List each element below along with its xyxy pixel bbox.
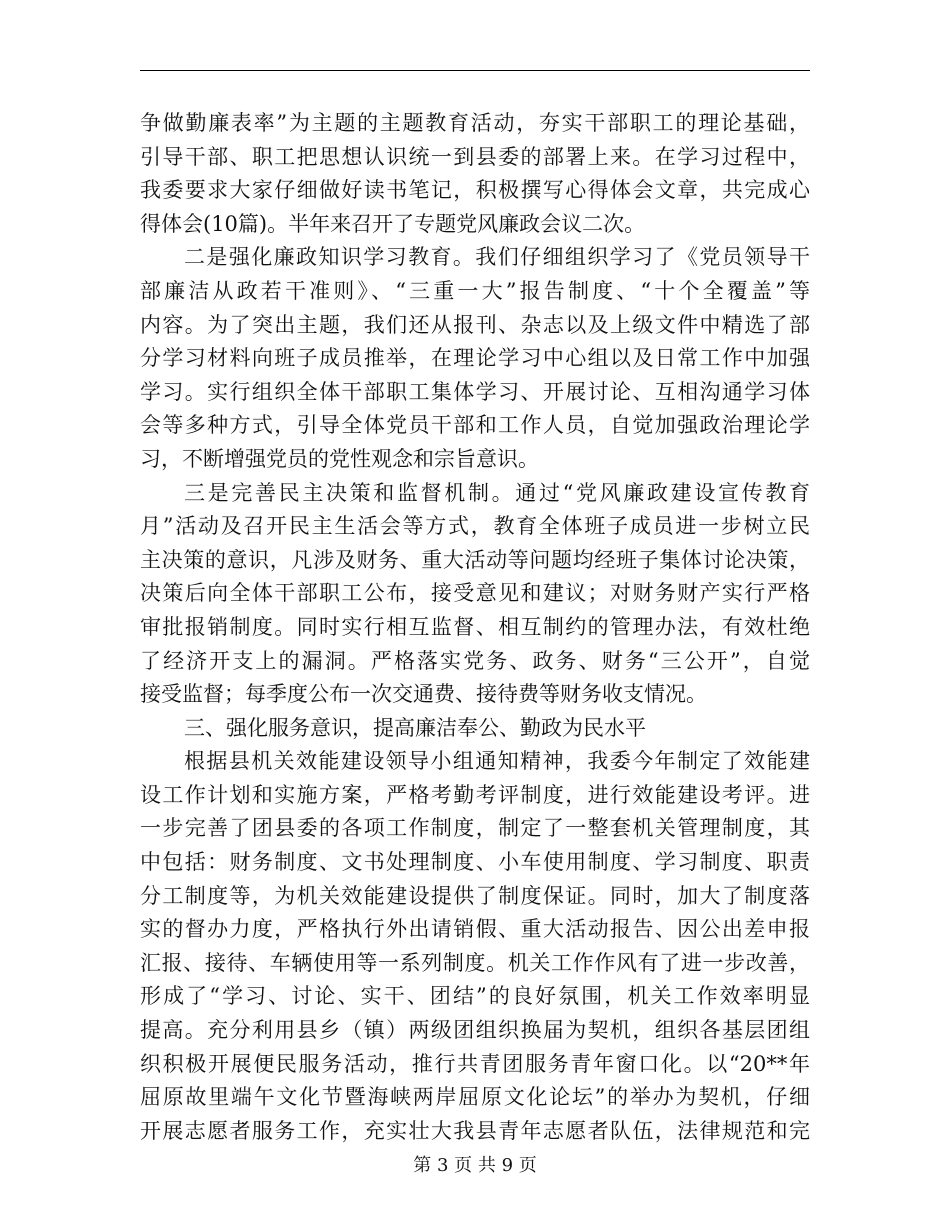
text-line: 设工作计划和实施方案，严格考勤考评制度，进行效能建设考评。进 <box>140 782 810 807</box>
text-line: 月”活动及召开民主生活会等方式，教育全体班子成员进一步树立民 <box>140 514 810 539</box>
page-number-footer: 第 3 页 共 9 页 <box>413 1155 537 1176</box>
text-line: 习，不断增强党员的党性观念和宗旨意识。 <box>140 446 539 471</box>
document-body <box>140 107 810 1148</box>
text-line: 决策后向全体干部职工公布，接受意见和建议；对财务财产实行严格 <box>140 581 810 606</box>
text-line: 一步完善了团县委的各项工作制度，制定了一整套机关管理制度，其 <box>140 816 810 841</box>
text-line: 中包括：财务制度、文书处理制度、小车使用制度、学习制度、职责 <box>140 850 810 875</box>
text-line: 内容。为了突出主题，我们还从报刊、杂志以及上级文件中精选了部 <box>140 312 810 337</box>
paragraph-start-line: 根据县机关效能建设领导小组通知精神，我委今年制定了效能建 <box>184 749 810 774</box>
text-line: 提高。充分利用县乡（镇）两级团组织换届为契机，组织各基层团组 <box>140 1018 810 1043</box>
text-line: 学习。实行组织全体干部职工集体学习、开展讨论、互相沟通学习体 <box>140 379 810 404</box>
text-line: 实的督办力度，严格执行外出请销假、重大活动报告、因公出差申报 <box>140 917 810 942</box>
paragraph-start-line: 三是完善民主决策和监督机制。通过“党风廉政建设宣传教育 <box>184 480 810 505</box>
text-line: 我委要求大家仔细做好读书笔记，积极撰写心得体会文章，共完成心 <box>140 178 810 203</box>
text-line: 审批报销制度。同时实行相互监督、相互制约的管理办法，有效杜绝 <box>140 614 810 639</box>
section-heading: 三、强化服务意识，提高廉洁奉公、勤政为民水平 <box>184 715 646 740</box>
paragraph-start-line: 二是强化廉政知识学习教育。我们仔细组织学习了《党员领导干 <box>184 245 810 270</box>
text-line: 分学习材料向班子成员推举，在理论学习中心组以及日常工作中加强 <box>140 346 810 371</box>
text-line: 屈原故里端午文化节暨海峡两岸屈原文化论坛”的举办为契机，仔细 <box>140 1085 810 1110</box>
text-line: 开展志愿者服务工作，充实壮大我县青年志愿者队伍，法律规范和完 <box>140 1118 810 1143</box>
text-line: 形成了“学习、讨论、实干、团结”的良好氛围，机关工作效率明显 <box>140 984 810 1009</box>
text-line: 分工制度等，为机关效能建设提供了制度保证。同时，加大了制度落 <box>140 883 810 908</box>
header-rule <box>140 70 810 71</box>
text-line: 会等多种方式，引导全体党员干部和工作人员，自觉加强政治理论学 <box>140 413 810 438</box>
text-line: 争做勤廉表率”为主题的主题教育活动，夯实干部职工的理论基础， <box>140 111 810 135</box>
text-line: 引导干部、职工把思想认识统一到县委的部署上来。在学习过程中， <box>140 144 810 169</box>
text-line: 得体会(10篇)。半年来召开了专题党风廉政会议二次。 <box>140 211 646 236</box>
text-line: 主决策的意识，凡涉及财务、重大活动等问题均经班子集体讨论决策， <box>140 547 810 572</box>
text-line: 汇报、接待、车辆使用等一系列制度。机关工作作风有了进一步改善， <box>140 950 810 975</box>
text-line: 了经济开支上的漏洞。严格落实党务、政务、财务“三公开”，自觉 <box>140 648 810 673</box>
text-line: 部廉洁从政若干准则》、“三重一大”报告制度、“十个全覆盖”等 <box>140 278 810 303</box>
text-line: 织积极开展便民服务活动，推行共青团服务青年窗口化。以“20**年 <box>140 1051 810 1076</box>
text-line: 接受监督；每季度公布一次交通费、接待费等财务收支情况。 <box>140 682 707 707</box>
